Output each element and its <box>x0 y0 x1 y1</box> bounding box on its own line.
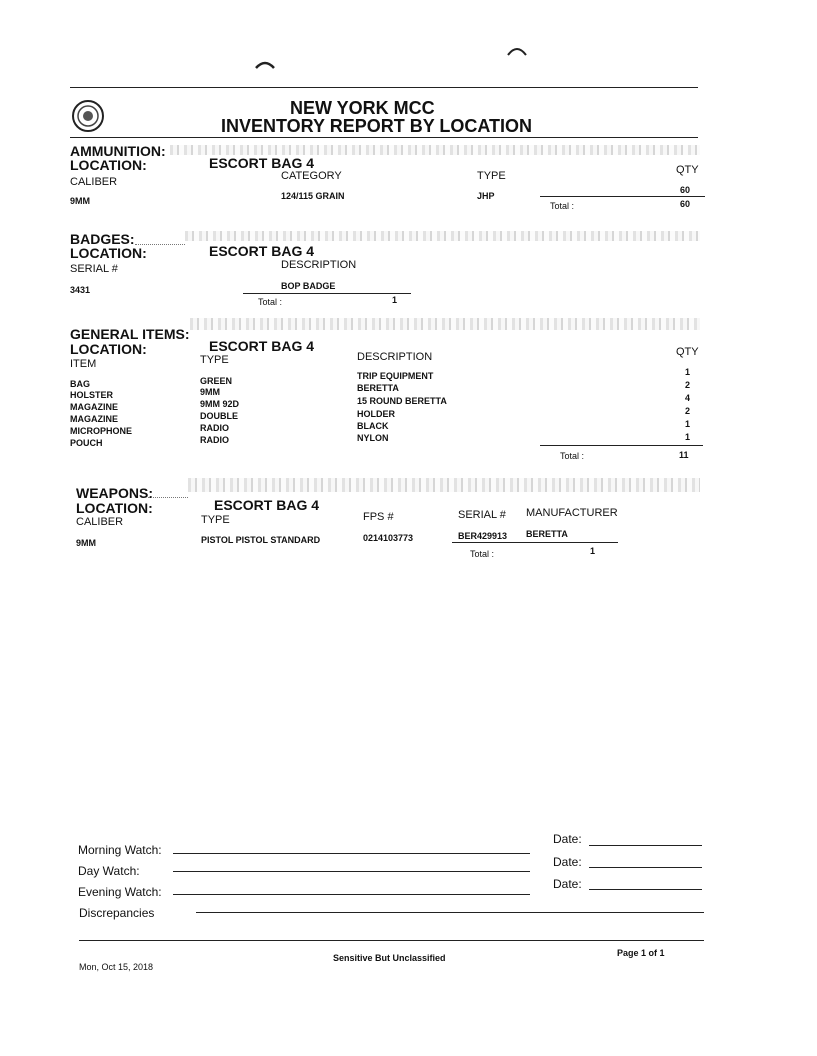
table-cell-description: NYLON <box>357 433 389 443</box>
column-header-serial: SERIAL # <box>458 509 506 521</box>
table-cell-type: DOUBLE <box>200 411 238 421</box>
section-shading <box>188 478 700 492</box>
badges-location-label: LOCATION: <box>70 245 147 261</box>
date-label: Date: <box>553 877 582 891</box>
table-cell-category: 124/115 GRAIN <box>281 191 345 201</box>
morning-watch-signature-line[interactable] <box>173 853 530 854</box>
table-cell-type: PISTOL PISTOL STANDARD <box>201 535 321 545</box>
evening-watch-signature-line[interactable] <box>173 894 530 895</box>
table-cell-qty: 4 <box>685 393 691 403</box>
discrepancies-line[interactable] <box>196 912 704 913</box>
footer-classification: Sensitive But Unclassified <box>333 953 446 963</box>
day-date-line[interactable] <box>589 867 702 868</box>
table-cell-item: POUCH <box>70 438 103 448</box>
weapons-section-label: WEAPONS: <box>76 485 153 501</box>
table-cell-description: 15 ROUND BERETTA <box>357 396 447 406</box>
table-cell-description: BOP BADGE <box>281 281 336 291</box>
evening-watch-label: Evening Watch: <box>78 885 162 899</box>
ammunition-total-value: 60 <box>680 199 691 209</box>
table-cell-description: TRIP EQUIPMENT <box>357 371 434 381</box>
column-header-item: ITEM <box>70 358 97 370</box>
section-shading <box>185 231 700 241</box>
column-header-qty: QTY <box>676 164 699 176</box>
weapons-total-value: 1 <box>590 546 596 556</box>
seal-logo-icon <box>72 100 104 132</box>
section-shading <box>190 318 700 330</box>
section-shading <box>170 145 700 155</box>
column-header-description: DESCRIPTION <box>357 351 433 363</box>
table-cell-type: GREEN <box>200 376 233 386</box>
day-watch-signature-line[interactable] <box>173 871 530 872</box>
ammunition-total-label: Total : <box>550 201 575 211</box>
table-cell-description: HOLDER <box>357 409 395 419</box>
column-header-qty: QTY <box>676 346 699 358</box>
table-cell-type: RADIO <box>200 423 229 433</box>
date-label: Date: <box>553 832 582 846</box>
column-header-manufacturer: MANUFACTURER <box>526 507 618 519</box>
badges-location-value: ESCORT BAG 4 <box>209 243 315 259</box>
table-cell-qty: 2 <box>685 380 691 390</box>
evening-date-line[interactable] <box>589 889 702 890</box>
table-cell-description: BLACK <box>357 421 389 431</box>
table-cell-item: MICROPHONE <box>70 426 133 436</box>
total-rule <box>540 445 703 446</box>
weapons-location-value: ESCORT BAG 4 <box>214 497 320 513</box>
badges-total-value: 1 <box>392 295 398 305</box>
table-cell-manufacturer: BERETTA <box>526 529 568 539</box>
weapons-total-label: Total : <box>470 549 495 559</box>
punch-mark-icon <box>506 44 528 56</box>
footer-page-number: Page 1 of 1 <box>617 948 665 958</box>
table-cell-serial: BER429913 <box>458 531 508 541</box>
footer-rule <box>79 940 704 941</box>
table-cell-type: JHP <box>477 191 495 201</box>
morning-date-line[interactable] <box>589 845 702 846</box>
column-header-category: CATEGORY <box>281 170 342 182</box>
weapons-location-label: LOCATION: <box>76 500 153 516</box>
ammunition-location-value: ESCORT BAG 4 <box>209 155 315 171</box>
table-cell-caliber: 9MM <box>70 196 90 206</box>
page-subtitle: INVENTORY REPORT BY LOCATION <box>221 116 533 136</box>
table-cell-type: RADIO <box>200 435 229 445</box>
total-rule <box>540 196 705 197</box>
total-rule <box>452 542 618 543</box>
morning-watch-label: Morning Watch: <box>78 843 162 857</box>
badges-section-label: BADGES: <box>70 231 135 247</box>
table-cell-fps: 0214103773 <box>363 533 414 543</box>
table-cell-qty: 1 <box>685 432 691 442</box>
column-header-caliber: CALIBER <box>76 516 124 528</box>
discrepancies-label: Discrepancies <box>79 906 155 920</box>
general-items-section-label: GENERAL ITEMS: <box>70 326 190 342</box>
column-header-type: TYPE <box>200 354 229 366</box>
general-items-total-value: 11 <box>679 450 689 460</box>
ammunition-location-label: LOCATION: <box>70 157 147 173</box>
header-top-rule <box>70 87 698 88</box>
column-header-description: DESCRIPTION <box>281 259 357 271</box>
ammunition-section-label: AMMUNITION: <box>70 143 166 159</box>
table-cell-item: BAG <box>70 379 90 389</box>
punch-mark-icon <box>254 59 276 69</box>
badges-total-label: Total : <box>258 297 283 307</box>
column-header-type: TYPE <box>477 170 506 182</box>
table-cell-qty: 60 <box>680 185 691 195</box>
page-title: NEW YORK MCC <box>290 98 435 118</box>
general-items-location-label: LOCATION: <box>70 341 147 357</box>
header-bottom-rule <box>70 137 698 138</box>
column-header-serial: SERIAL # <box>70 263 118 275</box>
footer-date: Mon, Oct 15, 2018 <box>79 962 154 972</box>
column-header-type: TYPE <box>201 514 230 526</box>
section-leader <box>148 497 188 498</box>
total-rule <box>243 293 411 294</box>
table-cell-qty: 1 <box>685 419 691 429</box>
table-cell-qty: 2 <box>685 406 691 416</box>
general-items-total-label: Total : <box>560 451 585 461</box>
general-items-location-value: ESCORT BAG 4 <box>209 338 315 354</box>
day-watch-label: Day Watch: <box>78 864 140 878</box>
column-header-fps: FPS # <box>363 511 394 523</box>
table-cell-item: HOLSTER <box>70 390 114 400</box>
table-cell-caliber: 9MM <box>76 538 96 548</box>
table-cell-type: 9MM <box>200 387 220 397</box>
table-cell-description: BERETTA <box>357 383 399 393</box>
table-cell-type: 9MM 92D <box>200 399 240 409</box>
column-header-caliber: CALIBER <box>70 176 118 188</box>
table-cell-serial: 3431 <box>70 285 91 295</box>
date-label: Date: <box>553 855 582 869</box>
table-cell-qty: 1 <box>685 367 691 377</box>
table-cell-item: MAGAZINE <box>70 414 118 424</box>
table-cell-item: MAGAZINE <box>70 402 118 412</box>
